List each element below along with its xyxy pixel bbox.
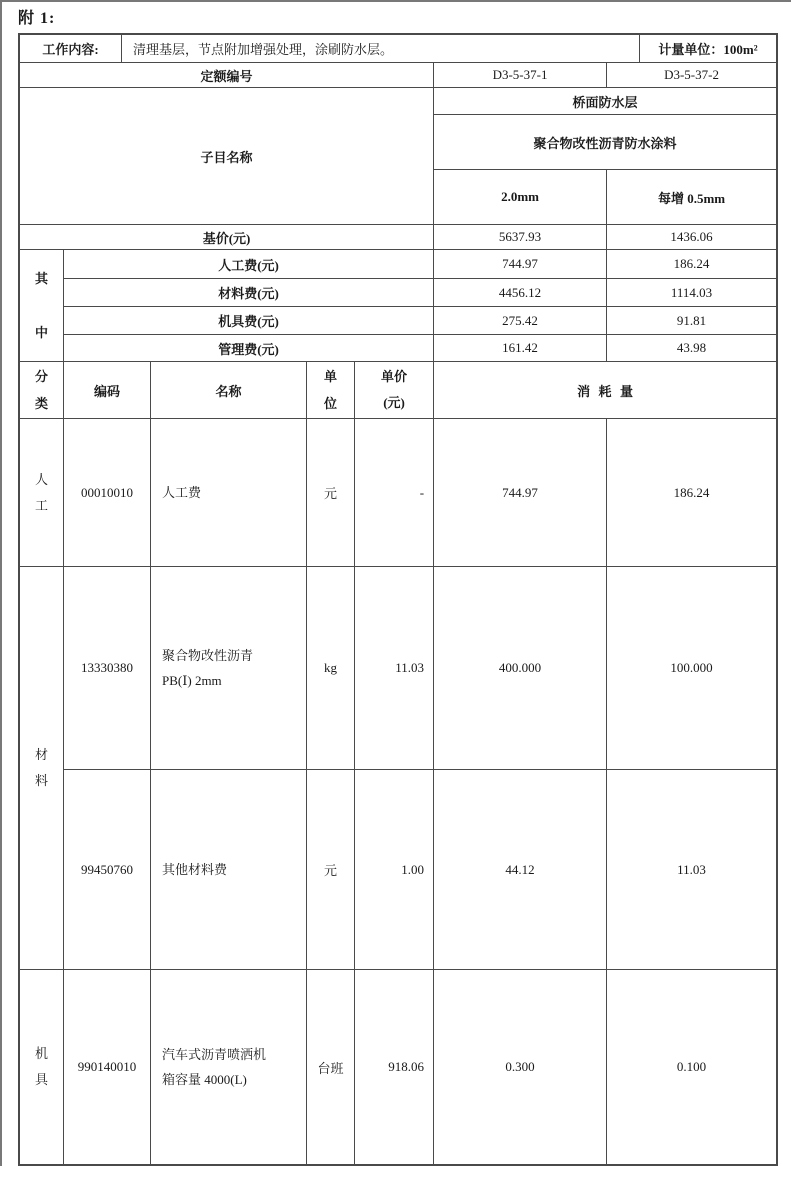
consumption-cell-2: 0.100: [607, 970, 777, 1165]
col-header-code: 编码: [64, 362, 151, 419]
name-line: 其他材料费: [162, 862, 228, 877]
col-header-consumption: 消耗量: [434, 362, 777, 419]
work-content-text: 清理基层，节点附加增强处理，涂刷防水层。: [122, 35, 640, 63]
consumption-cell-2: 186.24: [607, 419, 777, 567]
base-price-label: 基价(元): [20, 225, 434, 250]
work-content-table: [19, 34, 777, 63]
unit-price-cell: 11.03: [355, 567, 434, 770]
attachment-label: 附 1:: [18, 10, 56, 27]
consumption-cell-1: 0.300: [434, 970, 607, 1165]
quota-main-table: [19, 62, 777, 1165]
management-fee-label: 管理费(元): [64, 335, 434, 362]
name-line: 汽车式沥青喷洒机: [162, 1047, 267, 1062]
name-cell: [151, 970, 307, 1165]
name-line: 人工费: [162, 485, 202, 500]
management-fee-value-1: 161.42: [434, 335, 607, 362]
col-header-unit: 单位: [307, 362, 355, 419]
name-cell: [151, 567, 307, 770]
work-content-label: 工作内容:: [20, 35, 122, 63]
subitem-spec-2: 每增 0.5mm: [607, 170, 777, 225]
detail-row-material-2: [20, 770, 777, 970]
consumption-cell-2: 11.03: [607, 770, 777, 970]
name-cell: [151, 419, 307, 567]
measure-unit-label: 计量单位：100m²: [640, 35, 777, 63]
quota-table: [18, 33, 778, 1166]
material-fee-row: [20, 279, 777, 307]
name-line: 聚合物改性沥青: [162, 648, 254, 663]
labor-fee-value-2: 186.24: [607, 250, 777, 279]
unit-price-cell: -: [355, 419, 434, 567]
management-fee-value-2: 43.98: [607, 335, 777, 362]
unit-cell: 台班: [307, 970, 355, 1165]
subitem-material-cell: 聚合物改性沥青防水涂料: [434, 115, 777, 170]
consumption-cell-1: 744.97: [434, 419, 607, 567]
col-header-unit-price: [355, 362, 434, 419]
code-cell: 990140010: [64, 970, 151, 1165]
quota-code-row: [20, 63, 777, 88]
machine-fee-row: [20, 307, 777, 335]
code-cell: 13330380: [64, 567, 151, 770]
among-which-label: 其中: [20, 250, 64, 362]
material-fee-value-1: 4456.12: [434, 279, 607, 307]
page-edge-left-line: [0, 0, 2, 1166]
machine-fee-label: 机具费(元): [64, 307, 434, 335]
subitem-name-header: 子目名称: [20, 88, 434, 225]
unit-price-header-line2: (元): [383, 395, 405, 410]
labor-fee-label: 人工费(元): [64, 250, 434, 279]
consumption-cell-1: 400.000: [434, 567, 607, 770]
category-machine: 机具: [20, 970, 64, 1165]
unit-cell: kg: [307, 567, 355, 770]
quota-code-2: D3-5-37-2: [607, 63, 777, 88]
code-cell: 00010010: [64, 419, 151, 567]
quota-code-header: 定额编号: [20, 63, 434, 88]
subitem-group-cell: 桥面防水层: [434, 88, 777, 115]
work-content-row: [20, 35, 777, 63]
subitem-spec-1: 2.0mm: [434, 170, 607, 225]
unit-price-cell: 918.06: [355, 970, 434, 1165]
unit-cell: 元: [307, 770, 355, 970]
unit-cell: 元: [307, 419, 355, 567]
col-header-name: 名称: [151, 362, 307, 419]
unit-price-header-line1: 单价: [381, 369, 408, 384]
machine-fee-value-1: 275.42: [434, 307, 607, 335]
name-line: PB(Ⅰ) 2mm: [162, 673, 222, 688]
col-header-category: 分类: [20, 362, 64, 419]
base-price-value-1: 5637.93: [434, 225, 607, 250]
base-price-row: [20, 225, 777, 250]
base-price-value-2: 1436.06: [607, 225, 777, 250]
consumption-cell-1: 44.12: [434, 770, 607, 970]
page-edge-top-line: [0, 0, 791, 2]
name-line: 箱容量 4000(L): [162, 1072, 247, 1087]
detail-header-row: [20, 362, 777, 419]
material-fee-label: 材料费(元): [64, 279, 434, 307]
material-fee-value-2: 1114.03: [607, 279, 777, 307]
unit-price-cell: 1.00: [355, 770, 434, 970]
labor-fee-row: [20, 250, 777, 279]
detail-row-labor: [20, 419, 777, 567]
category-labor: 人工: [20, 419, 64, 567]
category-material: 材料: [20, 567, 64, 970]
management-fee-row: [20, 335, 777, 362]
name-cell: [151, 770, 307, 970]
detail-row-material-1: [20, 567, 777, 770]
code-cell: 99450760: [64, 770, 151, 970]
labor-fee-value-1: 744.97: [434, 250, 607, 279]
subitem-group-row: [20, 88, 777, 115]
consumption-cell-2: 100.000: [607, 567, 777, 770]
detail-row-machine: [20, 970, 777, 1165]
machine-fee-value-2: 91.81: [607, 307, 777, 335]
quota-code-1: D3-5-37-1: [434, 63, 607, 88]
